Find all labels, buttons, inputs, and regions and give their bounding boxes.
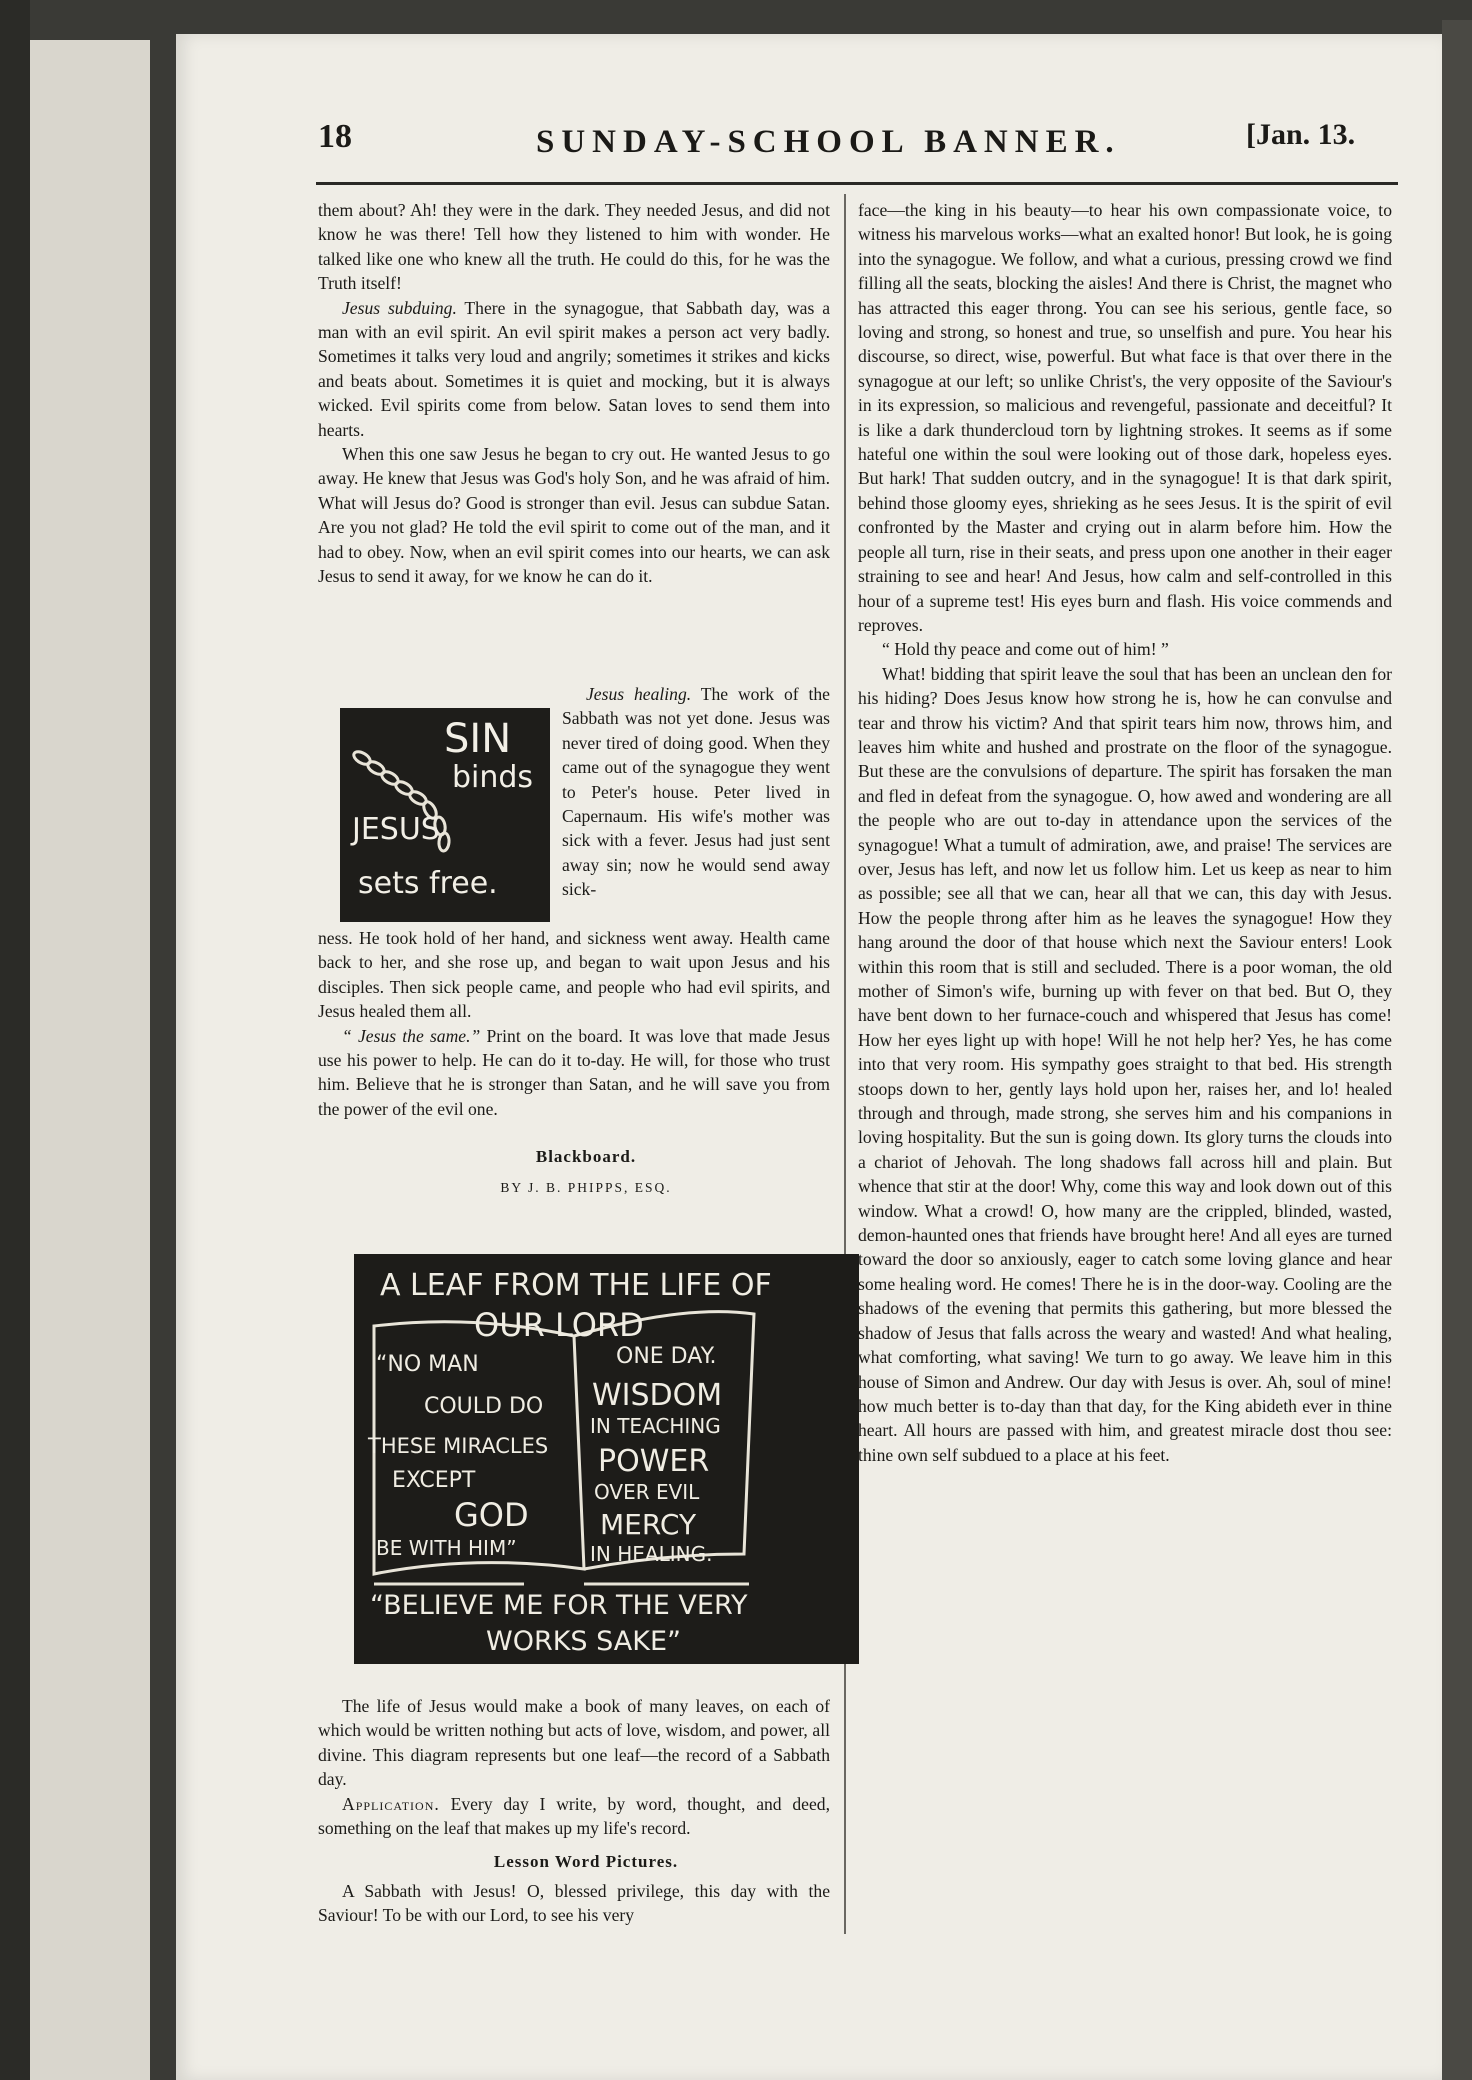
board-title-line2: OUR LORD — [474, 1306, 644, 1344]
right-column — [858, 198, 1392, 1467]
board-left-3: THESE MIRACLES — [368, 1434, 549, 1458]
board-title-line1: A LEAF FROM THE LIFE OF — [380, 1268, 772, 1303]
left-paragraph: When this one saw Jesus he began to cry out. He wanted Jesus to go away. He knew that Jesus was God's holy Son, and he was afraid of him. What will Jesus do? Good is stronger than evil. Jesus can subdue Satan. Are you not glad? He told the evil spirit to come out of the man, and it had to obey. Now, when an evil spirit comes into our hearts, we can ask Jesus to send it away, for we know he can do it. — [318, 444, 830, 587]
section-label: Application. — [342, 1793, 440, 1814]
board-right-7: IN HEALING. — [590, 1542, 713, 1566]
board-left-6: BE WITH HIM” — [376, 1536, 517, 1560]
quote-line: “ Hold thy peace and come out of him! ” — [882, 639, 1169, 660]
left-paragraph — [562, 682, 830, 902]
board-left-2: COULD DO — [424, 1394, 544, 1419]
board-right-6: MERCY — [600, 1508, 697, 1541]
board-left-1: “NO MAN — [376, 1352, 479, 1377]
left-paragraph — [318, 296, 830, 442]
board-left-5: GOD — [454, 1496, 529, 1534]
left-column-bottom — [318, 1694, 830, 1928]
board-right-4: POWER — [598, 1444, 710, 1479]
background-edge — [0, 0, 30, 2080]
blackboard-byline: BY J. B. PHIPPS, ESQ. — [500, 1179, 672, 1195]
binds-text: binds — [452, 760, 534, 795]
column-divider — [844, 194, 846, 1934]
board-right-5: OVER EVIL — [594, 1480, 700, 1504]
page-number: 18 — [318, 118, 352, 155]
blackboard-heading: Blackboard. — [535, 1147, 637, 1167]
sin-text: SIN — [444, 716, 512, 762]
left-column-top — [318, 198, 830, 589]
right-paragraph: What! bidding that spirit leave the soul that has been an unclean den for his hiding? Does Jesus know how strong he is, how he can convulse and tear and throw his victim? And that spirit tears him now, throws him, and leaves him white and hushed and prostrate on the floor of the synagogue. But these are the convulsions of departure. The spirit has forsaken the man and fled in defeat from the synagogue. O, how awed and wondering are all the people who are out to-day in attendance upon the services of the synagogue! What a tumult of admiration, awe, and praise! The services are over, Jesus has left, and now let us follow him. Let us keep as near to him as possible; see all that we can, hear all that we can, this day with Jesus. How the people throng after him as he leaves the synagogue! How they hang around the door of that house which next the Saviour enters! Look within this room that is still and secluded. There is a poor woman, the old mother of Simon's wife, burning up with fever on that bed. But O, they have bent down to her furnace-couch and whispered that Jesus has come! How her eyes light up with hope! Will he not help her? Yes, he has come into that very room. His sympathy goes straight to that bed. His strength stoops down to her, gently lays hold upon her, raises her, and lo! healed through and through, made strong, she serves him and his companions in loving hospitality. But the sun is going down. Its glory turns the clouds into a chariot of Jehovah. The long shadows fall across hill and plain. But whence that stir at the door! Why, come this way and look down out of this window. What a crowd! O, how many are the crippled, blinded, wasted, demon-haunted ones that friends have brought here! And all eyes are turned toward the door so anxiously, eager to catch some loving glance and hear some healing word. He comes! There he is in the door-way. Cooling are the shadows of the evening that permits this gathering, but more blessed the shadow of Jesus that falls across the weary and wasted! And what healing, what comforting, what saving! We turn to go away. We leave him in this house of Simon and Andrew. Our day with Jesus is over. Ah, soul of mine! how much better is to-day than that day, for the King abideth ever in thine heart. All hours are passed with him, and greatest miracle dost thou see: thine own self subdued to a place at his feet. — [858, 663, 1392, 1465]
underlying-leaf — [30, 40, 150, 2080]
left-paragraph: them about? Ah! they were in the dark. They needed Jesus, and did not know he was there! Tell how they listened to him with wonder. He talked like one who knew all the truth. He could do this, for he was the Truth itself! — [318, 200, 830, 294]
board-right-3: IN TEACHING — [590, 1414, 721, 1438]
header-rule — [316, 182, 1398, 185]
left-paragraph: ness. He took hold of her hand, and sickness went away. Health came back to her, and she rose up, and began to wait upon Jesus and his disciples. Then sick people came, and people who had evil spirits, and Jesus healed them all. — [318, 928, 830, 1022]
left-paragraph: The life of Jesus would make a book of many leaves, on each of which would be written nothing but acts of love, wisdom, and power, all divine. This diagram represents but one leaf—the record of a Sabbath day. — [318, 1696, 830, 1790]
section-label: Jesus healing. — [586, 684, 692, 704]
sets-free-text: sets free. — [358, 866, 498, 901]
right-paragraph: face—the king in his beauty—to hear his own compassionate voice, to witness his marvelous works—what an exalted honor! But look, he is going into the synagogue. We follow, and what a curious, pressing crowd we find filling all the seats, blocking the aisles! And there is Christ, the magnet who has attracted this eager throng. You can see his serious, gentle face, so loving and strong, so honest and true, so unselfish and pure. You hear his discourse, so direct, wise, powerful. But what face is that over there in the synagogue at our left; so unlike Christ's, the very opposite of the Saviour's in its expression, so malicious and revengeful, passionate and deceitful? It is like a dark thundercloud torn by lightning strokes. It seems as if some hateful one within the soul were looking out of those dark, hopeless eyes. But hark! That sudden outcry, and in the synagogue! It is that dark spirit, behind those gloomy eyes, shrieking as he sees Jesus. It is the spirit of evil confronted by the Master and crying out in alarm before him. How the people all turn, rise in their seats, and press upon one another in their eager straining to see and hear! And Jesus, how calm and self-controlled in this hour of a supreme test! His eyes burn and flash. His voice commends and reproves. — [858, 200, 1392, 635]
section-label: “ Jesus the same.” — [342, 1025, 481, 1046]
float-text — [562, 682, 830, 902]
issue-date: [Jan. 13. — [1246, 118, 1356, 151]
paragraph-text: Print on the board. It was love that made Jesus use his power to help. He can do it to-day. He will, for those who trust him. Believe that he is stronger than Satan, and he will save you from the power of the evil one. — [318, 1025, 830, 1119]
paragraph-text: There in the synagogue, that Sabbath day, was a man with an evil spirit. An evil spirit makes a person act very badly. Sometimes it talks very loud and angrily; sometimes it strikes and kicks and beats about. Sometimes it is quiet and mocking, but it is always wicked. Evil spirits come from below. Satan loves to send them into hearts. — [318, 297, 831, 440]
page — [176, 34, 1442, 2080]
background-edge-right — [1442, 20, 1472, 2080]
jesus-text: JESUS — [352, 812, 440, 847]
board-right-2: WISDOM — [592, 1378, 723, 1413]
left-paragraph — [318, 1792, 830, 1841]
blackboard-diagram — [354, 1254, 859, 1664]
masthead-title: SUNDAY-SCHOOL BANNER. — [536, 124, 1121, 160]
left-paragraph: A Sabbath with Jesus! O, blessed privilege, this day with the Saviour! To be with our Lord, to see his very — [318, 1880, 830, 1926]
board-bottom-1: “BELIEVE ME FOR THE VERY — [370, 1590, 748, 1621]
paragraph-text: The work of the Sabbath was not yet done. Jesus was never tired of doing good. When they came out of the synagogue they went to Peter's house. Peter lived in Capernaum. His wife's mother was sick with a fever. Jesus had just sent away sin; now he would send away sick- — [562, 684, 830, 900]
section-label: Jesus subduing. — [342, 297, 457, 318]
board-right-1: ONE DAY. — [616, 1344, 717, 1369]
board-left-4: EXCEPT — [392, 1468, 476, 1493]
word-pictures-heading: Lesson Word Pictures. — [493, 1852, 679, 1872]
sin-binds-illustration — [340, 708, 550, 922]
paragraph-text: Every day I write, by word, thought, and deed, something on the leaf that makes up my life's record. — [318, 1793, 830, 1839]
board-bottom-2: WORKS SAKE” — [486, 1626, 681, 1657]
left-paragraph — [318, 1024, 830, 1122]
left-column-middle — [318, 926, 830, 1200]
